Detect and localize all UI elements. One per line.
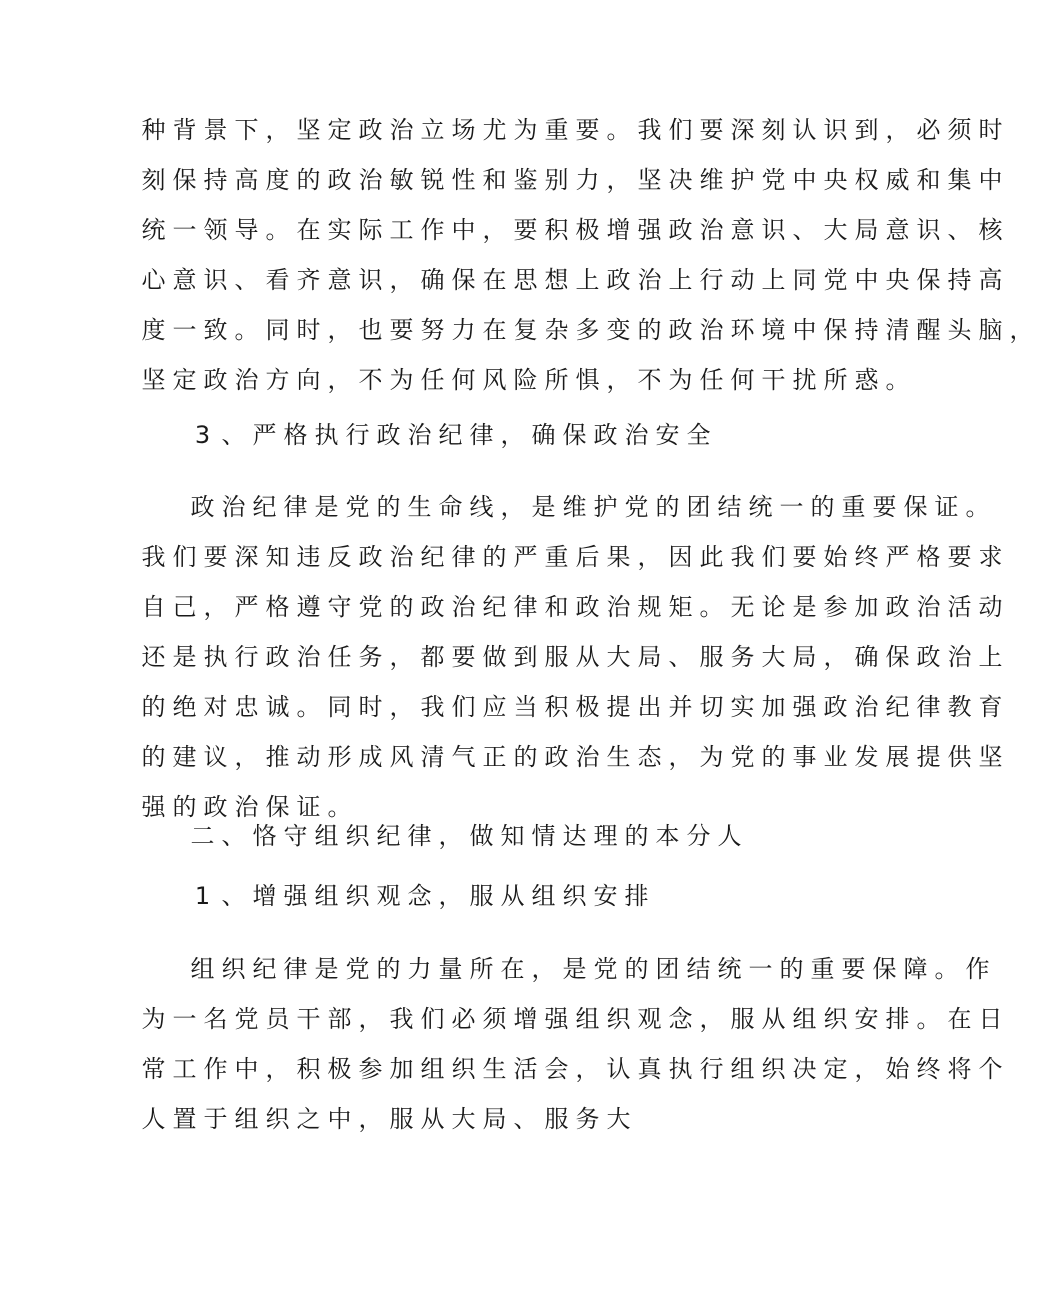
text-line: 为 一 名 党 员 干 部 ， 我 们 必 须 增 强 组 织 观 念 ， 服 从 组 织 安 排 。 在 日 (141, 1005, 1003, 1033)
paragraph-first-line: 政 治 纪 律 是 党 的 生 命 线 ， 是 维 护 党 的 团 结 统 一 的 重 要 保 证 。 (190, 493, 990, 521)
text-line: 我 们 要 深 知 违 反 政 治 纪 律 的 严 重 后 果 ， 因 此 我 们 要 始 终 严 格 要 求 (141, 543, 1003, 571)
text-line: 的 建 议 ， 推 动 形 成 风 清 气 正 的 政 治 生 态 ， 为 党 的 事 业 发 展 提 供 坚 (141, 743, 1003, 771)
text-line: 度 一 致 。 同 时 ， 也 要 努 力 在 复 杂 多 变 的 政 治 环 境 中 保 持 清 醒 头 脑 ， (141, 316, 1034, 344)
section-heading: 1 、 增 强 组 织 观 念 ， 服 从 组 织 安 排 (194, 882, 649, 910)
text-line: 常 工 作 中 ， 积 极 参 加 组 织 生 活 会 ， 认 真 执 行 组 织 决 定 ， 始 终 将 个 (141, 1055, 1003, 1083)
chapter-heading: 二 、 恪 守 组 织 纪 律 ， 做 知 情 达 理 的 本 分 人 (190, 822, 742, 850)
text-line: 还 是 执 行 政 治 任 务 ， 都 要 做 到 服 从 大 局 、 服 务 大 局 ， 确 保 政 治 上 (141, 643, 1003, 671)
paragraph-first-line: 组 织 纪 律 是 党 的 力 量 所 在 ， 是 党 的 团 结 统 一 的 重 要 保 障 。 作 (190, 955, 990, 983)
text-line: 统 一 领 导 。 在 实 际 工 作 中 ， 要 积 极 增 强 政 治 意 识 、 大 局 意 识 、 核 (141, 216, 1003, 244)
text-line: 坚 定 政 治 方 向 ， 不 为 任 何 风 险 所 惧 ， 不 为 任 何 干 扰 所 惑 。 (141, 366, 910, 394)
text-line: 心 意 识 、 看 齐 意 识 ， 确 保 在 思 想 上 政 治 上 行 动 上 同 党 中 央 保 持 高 (141, 266, 1003, 294)
text-line: 的 绝 对 忠 诚 。 同 时 ， 我 们 应 当 积 极 提 出 并 切 实 加 强 政 治 纪 律 教 育 (141, 693, 1003, 721)
section-heading: 3 、 严 格 执 行 政 治 纪 律 ， 确 保 政 治 安 全 (194, 421, 711, 449)
text-line: 刻 保 持 高 度 的 政 治 敏 锐 性 和 鉴 别 力 ， 坚 决 维 护 党 中 央 权 威 和 集 中 (141, 166, 1003, 194)
text-line: 人 置 于 组 织 之 中 ， 服 从 大 局 、 服 务 大 (141, 1105, 631, 1133)
text-line: 强 的 政 治 保 证 。 (141, 793, 352, 821)
text-line: 种 背 景 下 ， 坚 定 政 治 立 场 尤 为 重 要 。 我 们 要 深 刻 认 识 到 ， 必 须 时 (141, 116, 1003, 144)
text-line: 自 己 ， 严 格 遵 守 党 的 政 治 纪 律 和 政 治 规 矩 。 无 论 是 参 加 政 治 活 动 (141, 593, 1003, 621)
